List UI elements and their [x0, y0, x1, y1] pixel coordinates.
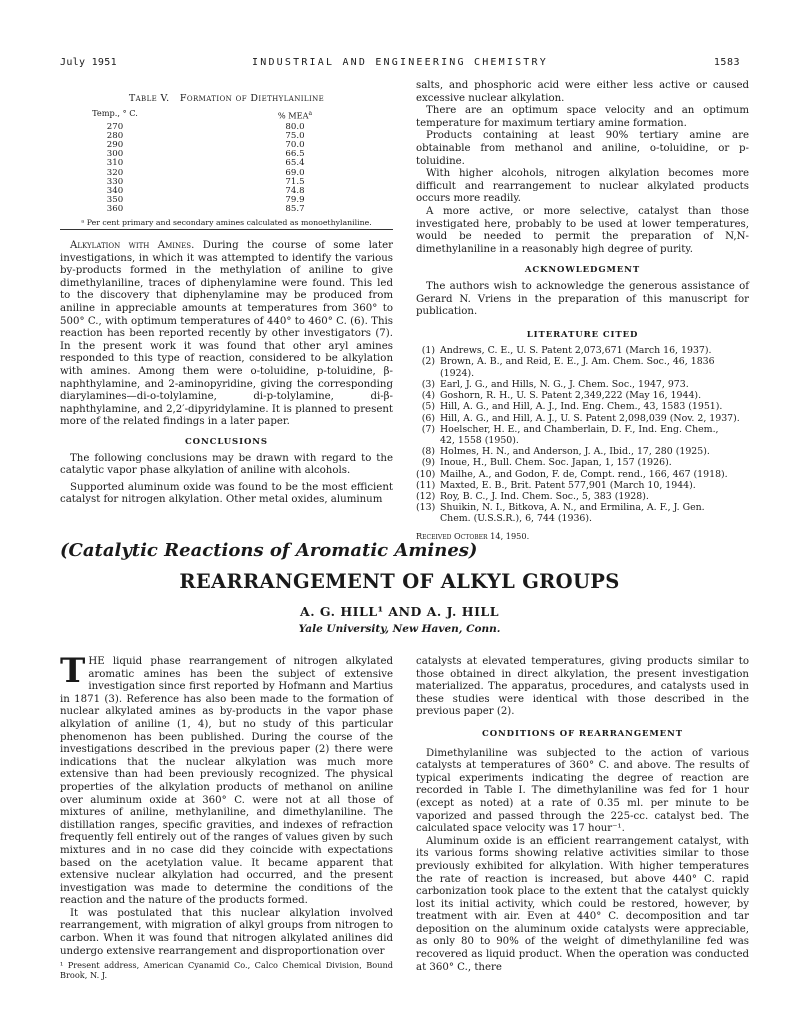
table-5-label: Table V. — [128, 93, 170, 104]
table-cell-mea: 71.5 — [285, 176, 305, 187]
reference-text: Mailhe, A., and Godon, F. de, Compt. rend., 166, 467 (1918). — [440, 468, 728, 480]
table-cell-mea: 79.9 — [285, 195, 305, 206]
acknowledgment-heading: ACKNOWLEDGMENT — [524, 265, 641, 276]
alkylation-heading: Alkylation with Amines. — [70, 240, 195, 251]
table-cell-mea: 80.0 — [285, 121, 305, 132]
table-5-caption: Formation of Diethylaniline — [179, 93, 325, 104]
table-cell-mea: 69.0 — [285, 167, 305, 178]
running-header — [60, 57, 740, 71]
reference-item — [416, 413, 749, 424]
conclusions-p6: With higher alcohols, nitrogen alkylation becomes more difficult and rearrangement to nuclear alkylated products occurs more readily. — [416, 168, 749, 205]
conclusions-p3: salts, and phosphoric acid were either less active or caused excessive nuclear alkylation. — [416, 80, 749, 104]
reference-text: Hill, A. G., and Hill, A. J., Ind. Eng. Chem., 43, 1583 (1951). — [440, 401, 723, 413]
conclusions-p2: Supported aluminum oxide was found to be the most efficient catalyst for nitrogen alkylation. Other metal oxides, aluminum — [60, 481, 393, 506]
reference-number: (12) — [416, 490, 436, 502]
lower-left-column — [60, 651, 393, 981]
table-5-footnote: ᵃ Per cent primary and secondary amines calculated as monoethylaniline. — [81, 217, 372, 227]
table-cell-mea: 75.0 — [285, 130, 305, 141]
reference-text: Shuikin, N. I., Bitkova, A. N., and Ermilina, A. F., J. Gen. — [440, 502, 705, 514]
reference-number: (9) — [421, 457, 435, 469]
table-5-body — [60, 123, 393, 215]
table-5 — [60, 109, 393, 227]
conclusions-heading: CONCLUSIONS — [185, 436, 268, 447]
reference-item — [416, 446, 749, 457]
table-5-header — [60, 109, 393, 123]
reference-number: (2) — [421, 356, 435, 368]
reference-number: (10) — [416, 468, 436, 480]
reference-item — [416, 356, 749, 378]
table-5-col-mea — [215, 109, 375, 121]
reference-text: Inoue, H., Bull. Chem. Soc. Japan, 1, 157 (1926). — [440, 457, 672, 469]
reference-number: (5) — [421, 401, 435, 413]
table-cell-mea: 66.5 — [285, 149, 305, 160]
alkylation-text: During the course of some later investigations, in which it was attempted to identify the various by-products formed in the methylation of aniline to give dimethylaniline, traces of diphenylamine were found. This led to the discovery that diphenylamine may be produced from aniline in appreciable amounts at temperatures from 360° to 500° C., with optimum temperatures of 440° to 460° C. (6). This reaction has been reported recently by other investigators (7). In the present work it was found that other aryl amines responded to this type of reaction, considered to be alkylation with amines. Among them were o-toluidine, p-toluidine, β-naphthylamine, and 2-aminopyridine, giving the corresponding diarylamines—di-o-tolylamine, di-p-tolylamine, di-β-naphthylamine, and 2,2′-dipyridylamine. It is planned to present more of the related findings in a later paper. — [60, 240, 393, 428]
table-5-col-mea-label: % MEA — [277, 110, 309, 121]
table-row — [60, 205, 393, 214]
header-page-number: 1583 — [713, 57, 740, 68]
reference-item — [416, 345, 749, 356]
table-cell-temp: 270 — [106, 121, 124, 132]
reference-continuation: (1924). — [440, 367, 475, 379]
reference-number: (13) — [416, 502, 436, 514]
reference-continuation: Chem. (U.S.S.R.), 6, 744 (1936). — [440, 513, 593, 525]
reference-text: Earl, J. G., and Hills, N. G., J. Chem. Soc., 1947, 973. — [440, 378, 689, 390]
right-paragraph-2: Dimethylaniline was subjected to the action of various catalysts at temperatures of 360° C. and above. The results of typical experiments indicating the degree of reaction are recorded in Table I. The dimethylaniline was fed for 1 hour (except as noted) at a rate of 0.35 ml. per minute to be vaporized and passed through the 225-cc. catalyst bed. The calculated space velocity was 17 hour⁻¹. — [416, 747, 749, 835]
table-cell-mea: 74.8 — [285, 185, 305, 196]
reference-item — [416, 480, 749, 491]
received-text: Received October 14, 1950. — [416, 530, 530, 541]
conclusions-p4: There are an optimum space velocity and an optimum temperature for maximum tertiary amine formation. — [416, 105, 749, 129]
drop-cap: T — [60, 651, 86, 691]
reference-item — [416, 424, 749, 446]
reference-text: Holmes, H. N., and Anderson, J. A., Ibid., 17, 280 (1925). — [440, 446, 710, 458]
table-cell-temp: 340 — [106, 185, 124, 196]
reference-item — [416, 390, 749, 401]
reference-text: Maxted, E. B., Brit. Patent 577,901 (March 10, 1944). — [440, 479, 696, 491]
reference-text: Goshorn, R. H., U. S. Patent 2,349,222 (May 16, 1944). — [440, 390, 702, 402]
conclusions-p5: Products containing at least 90% tertiary amine are obtainable from methanol and aniline, o-toluidine, or p-toluidine. — [416, 130, 749, 167]
table-cell-temp: 280 — [106, 130, 124, 141]
conclusions-p7: A more active, or more selective, catalyst than those investigated here, probably to be used at lower temperatures, would be needed to permit the preparation of N,N-dimethylaniline in a reasonably high degree of purity. — [416, 205, 749, 255]
left-column-body — [60, 240, 393, 507]
article-affiliation: Yale University, New Haven, Conn. — [298, 623, 501, 635]
right-paragraph-3: Aluminum oxide is an efficient rearrangement catalyst, with its various forms showing relative activities similar to those previously exhibited for alkylation. With higher temperatures the rate of reaction is increased, but above 440° C. rapid carbonization took place to the extent that the catalyst quickly lost its initial activity, which could be restored, however, by treatment with air. Even at 440° C. decomposition and tar deposition on the aluminum oxide catalysts were appreciable, as only 80 to 90% of the weight of dimethylaniline fed was recovered as liquid product. When the operation was conducted at 360° C., there — [416, 835, 749, 973]
table-cell-temp: 350 — [106, 195, 124, 206]
acknowledgment-text: The authors wish to acknowledge the generous assistance of Gerard N. Vriens in the preparation of this manuscript for publication. — [416, 280, 749, 318]
reference-text: Hill, A. G., and Hill, A. J., U. S. Patent 2,098,039 (Nov. 2, 1937). — [440, 412, 740, 424]
alkylation-paragraph — [60, 240, 393, 429]
reference-number: (6) — [421, 412, 435, 424]
article-authors: A. G. HILL¹ AND A. J. HILL — [300, 604, 499, 619]
reference-item — [416, 469, 749, 480]
table-cell-mea: 85.7 — [285, 204, 305, 215]
table-cell-mea: 65.4 — [285, 158, 305, 169]
table-cell-temp: 290 — [106, 139, 124, 150]
reference-number: (3) — [421, 378, 435, 390]
article-series: (Catalytic Reactions of Aromatic Amines) — [60, 540, 478, 561]
reference-text: Andrews, C. E., U. S. Patent 2,073,671 (March 16, 1937). — [440, 345, 712, 357]
table-cell-temp: 360 — [106, 204, 124, 215]
reference-item — [416, 502, 749, 524]
table-5-col-mea-sup: a — [308, 109, 313, 117]
reference-continuation: 42, 1558 (1950). — [440, 434, 519, 446]
intro-paragraph-2: It was postulated that this nuclear alkylation involved rearrangement, with migration of alkyl groups from nitrogen to carbon. When it was found that nitrogen alkylated anilines did undergo extensive rearrangement and disproportionation over — [60, 907, 393, 957]
intro-paragraph-1 — [60, 651, 393, 908]
article-title: REARRANGEMENT OF ALKYL GROUPS — [179, 570, 620, 593]
reference-item — [416, 457, 749, 468]
table-cell-mea: 70.0 — [285, 139, 305, 150]
author-footnote: ¹ Present address, American Cyanamid Co., Calco Chemical Division, Bound Brook, N. J. — [60, 960, 393, 981]
table-cell-temp: 300 — [106, 149, 124, 160]
upper-right-column — [416, 80, 749, 542]
lower-right-column — [416, 656, 749, 974]
reference-item — [416, 379, 749, 390]
upper-left-column — [60, 93, 393, 227]
reference-number: (1) — [421, 345, 435, 357]
header-date: July 1951 — [60, 57, 117, 68]
reference-number: (7) — [421, 423, 435, 435]
header-journal: INDUSTRIAL AND ENGINEERING CHEMISTRY — [252, 57, 548, 68]
reference-item — [416, 491, 749, 502]
reference-number: (11) — [416, 479, 436, 491]
reference-number: (4) — [421, 390, 435, 402]
reference-text: Roy, B. C., J. Ind. Chem. Soc., 5, 383 (1928). — [440, 490, 649, 502]
divider-rule — [60, 229, 393, 230]
table-cell-temp: 330 — [106, 176, 124, 187]
table-cell-temp: 310 — [106, 158, 124, 169]
table-cell-temp: 320 — [106, 167, 124, 178]
table-5-title — [60, 93, 393, 106]
reference-text: Brown, A. B., and Reid, E. E., J. Am. Chem. Soc., 46, 1836 — [440, 356, 715, 368]
conditions-heading: CONDITIONS OF REARRANGEMENT — [482, 728, 683, 739]
right-paragraph-1: catalysts at elevated temperatures, giving products similar to those obtained in direct alkylation, the present investigation materialized. The apparatus, procedures, and catalysts used in these studies were identical with those described in the previous paper (2). — [416, 656, 749, 718]
reference-item — [416, 401, 749, 412]
reference-text: Hoelscher, H. E., and Chamberlain, D. F., Ind. Eng. Chem., — [440, 423, 719, 435]
intro-text-1: HE liquid phase rearrangement of nitrogen alkylated aromatic amines has been the subject of extensive investigation since first reported by Hofmann and Martius in 1871 (3). Reference has also been made to the formation of nuclear alkylated amines as by-products in the vapor phase alkylation of aniline (1, 4), but no study of this particular phenomenon has been published. During the course of the investigations described in the previous paper (2) there were indications that the nuclear alkylation was much more extensive than had been previously recognized. The physical properties of the alkylation products of methanol on aniline over aluminum oxide at 360° C. were not at all those of mixtures of aniline, methylaniline, and dimethylaniline. The distillation ranges, specific gravities, and indexes of refraction frequently fell entirely out of the ranges of values given by such mixtures and in no case did they coincide with expectations based on the acetylation value. It became apparent that extensive nuclear alkylation had occurred, and the present investigation was made to determine the conditions of the reaction and the nature of the products formed. — [60, 656, 393, 907]
literature-heading: LITERATURE CITED — [526, 329, 639, 340]
reference-list — [416, 345, 749, 524]
table-5-col-temp: Temp., ° C. — [92, 107, 138, 118]
reference-number: (8) — [421, 446, 435, 458]
conclusions-p1: The following conclusions may be drawn with regard to the catalytic vapor phase alkylation of aniline with alcohols. — [60, 452, 393, 477]
